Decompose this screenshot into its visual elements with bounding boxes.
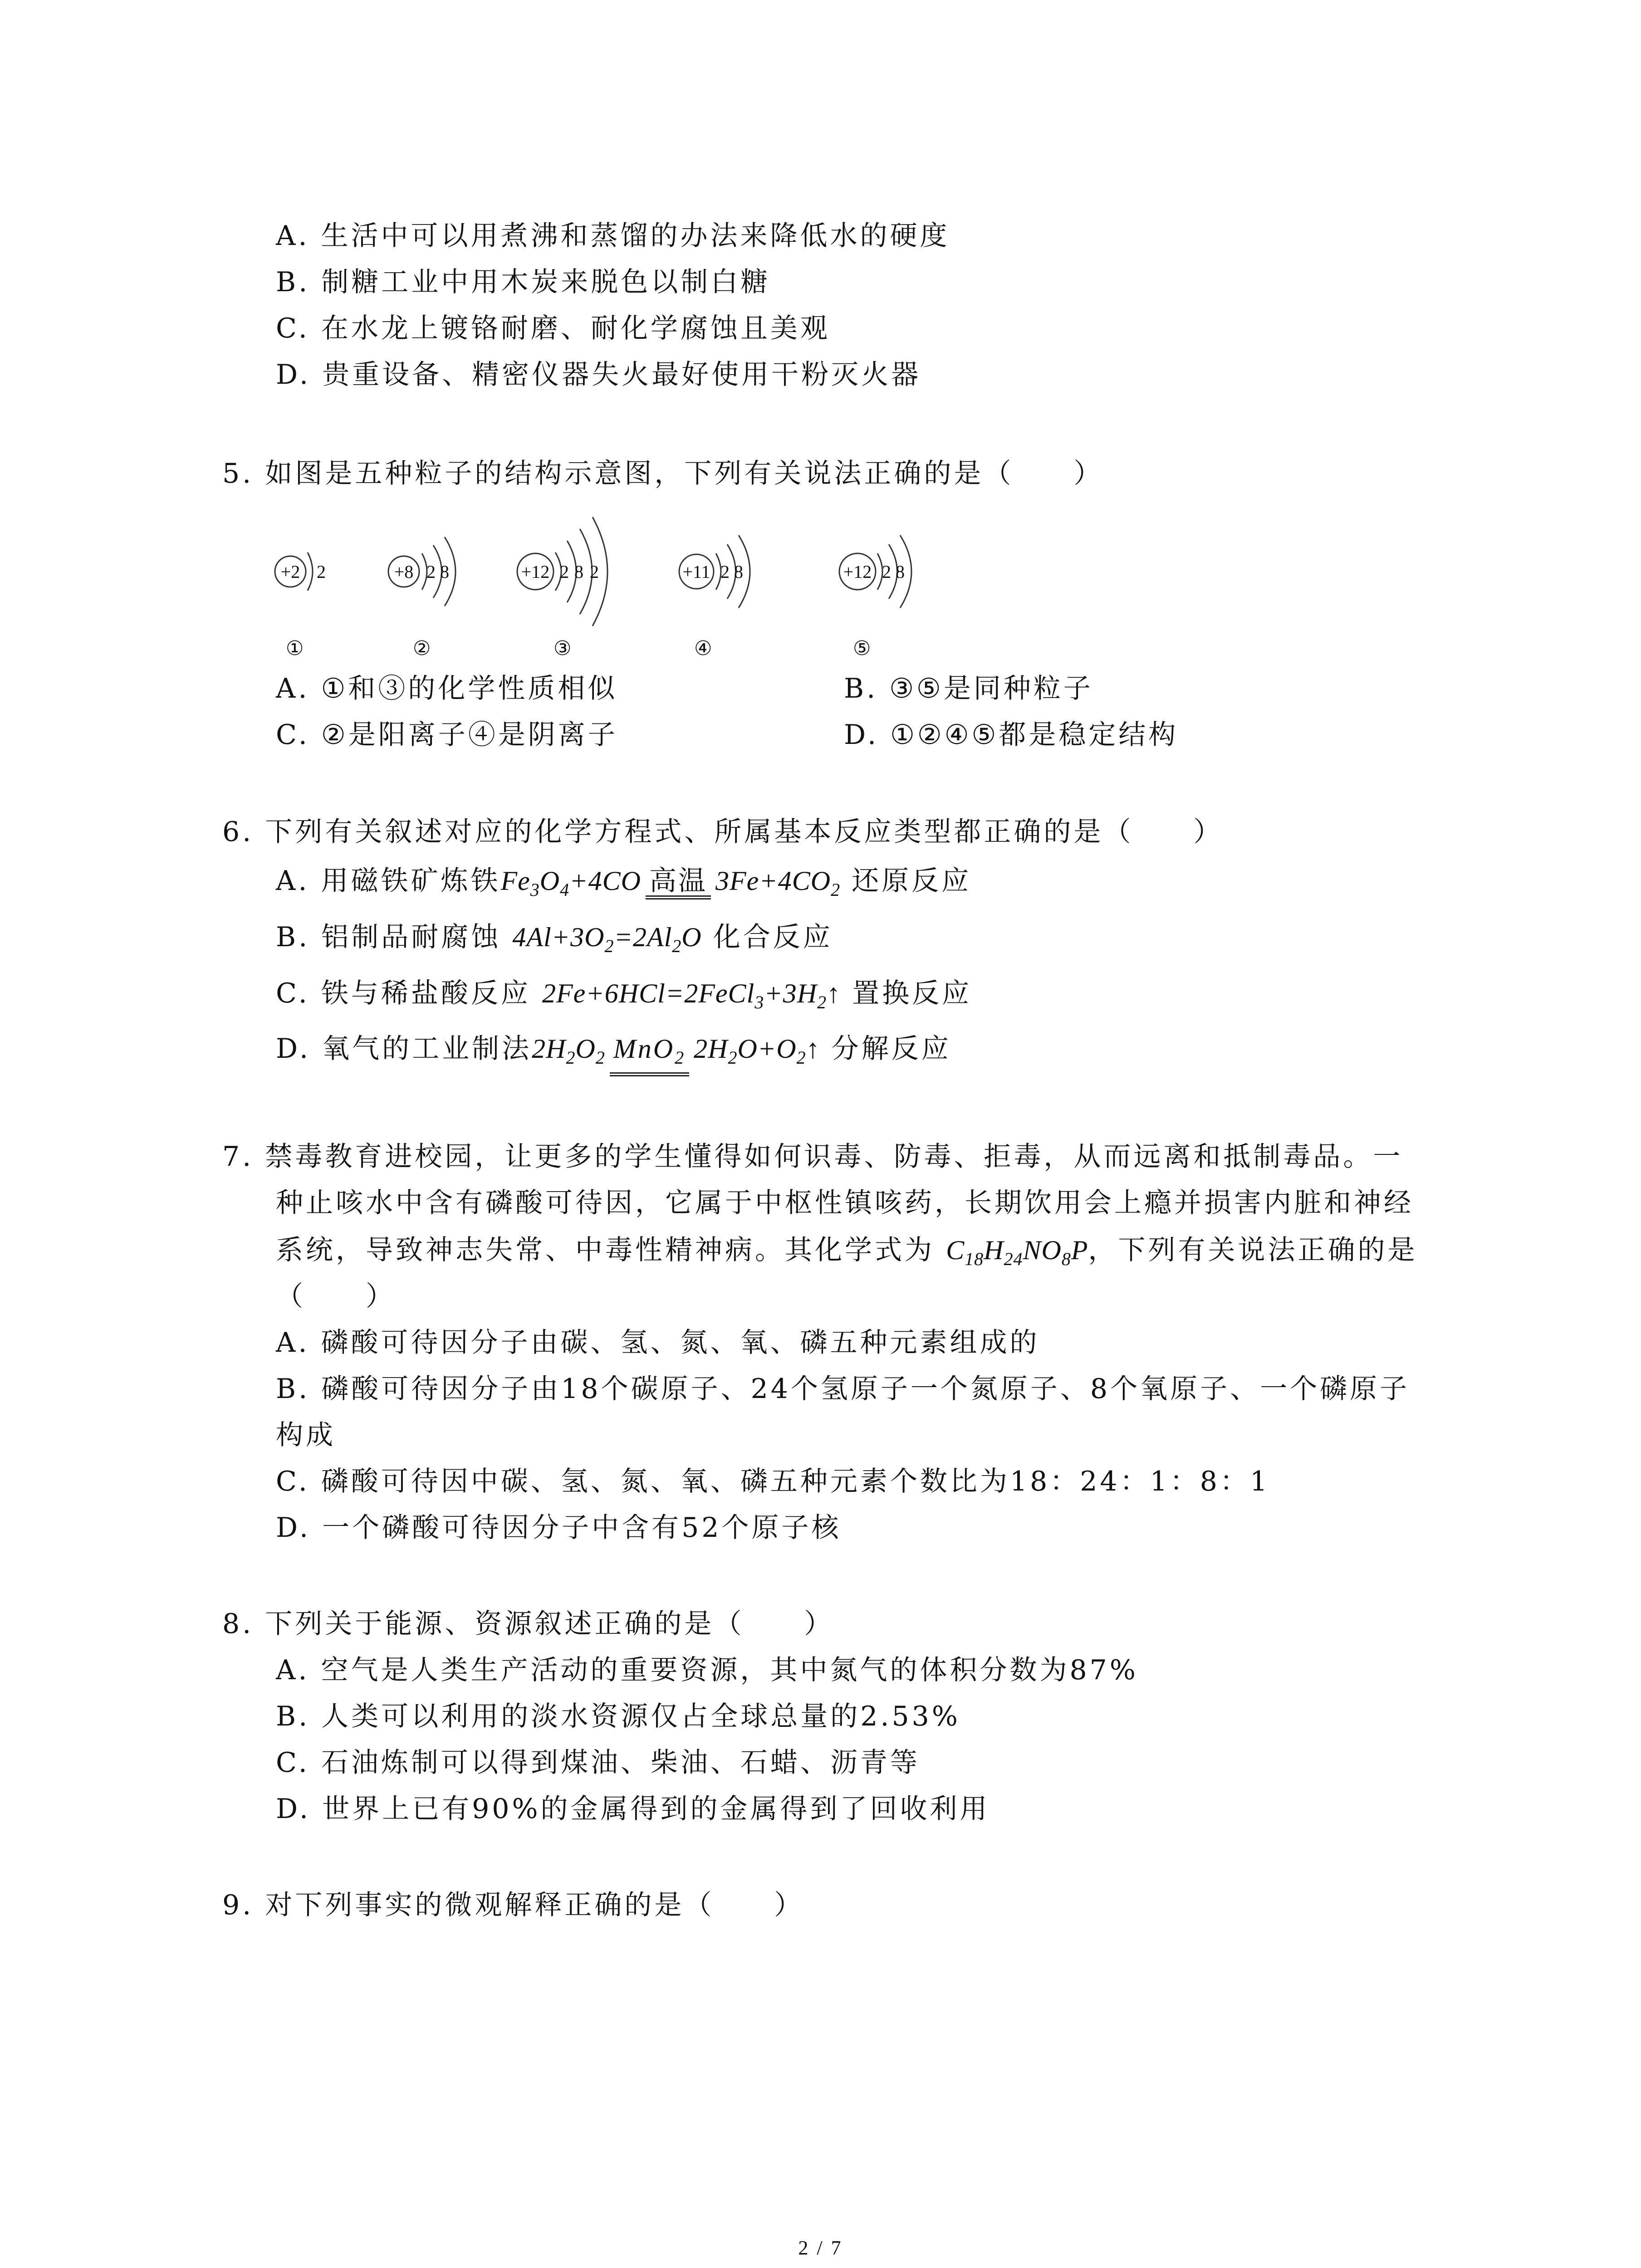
q4-option-a: A. 生活中可以用煮沸和蒸馏的办法来降低水的硬度: [276, 220, 950, 252]
q5-option-c: C. ②是阳离子④是阴离子: [276, 719, 618, 751]
atomic-structure-diagrams: [254, 490, 1025, 662]
q7-option-b-cont: 构成: [276, 1419, 336, 1451]
equation-d-condition: MnO$_2$: [610, 1034, 689, 1076]
q7-line-2: 种止咳水中含有磷酸可待因，它属于中枢性镇咳药，长期饮用会上瘾并损害内脏和神经: [276, 1187, 1414, 1219]
q7-line-3-post: ，下列有关说法正确的是: [1088, 1234, 1418, 1266]
equation-a-products: $3Fe+4CO_2$: [715, 866, 841, 900]
equation-b: $4Al+3O_2=2Al_2O$: [512, 922, 702, 956]
particle-label-5: ⑤: [853, 637, 871, 660]
equation-c: $2Fe+6HCl=2FeCl_3+3H_2↑$: [542, 978, 841, 1012]
page-number: 2 / 7: [798, 2237, 843, 2259]
q6-option-c-text: C. 铁与稀盐酸反应: [276, 978, 531, 1009]
equation-d-products: $2H_2O+O_2↑$: [694, 1034, 820, 1068]
nucleus-1-charge: +2: [280, 562, 300, 582]
shell-1-1: 2: [317, 562, 326, 582]
particle-label-3: ③: [554, 637, 572, 660]
q5-option-b: B. ③⑤是同种粒子: [844, 673, 1093, 704]
q8-stem: 8. 下列关于能源、资源叙述正确的是（ ）: [222, 1608, 834, 1640]
q6-option-a: [276, 863, 971, 908]
particle-label-1: ①: [286, 637, 304, 660]
q8-option-d: D. 世界上已有90%的金属得到的金属得到了回收利用: [276, 1793, 990, 1825]
q7-line-1: 7. 禁毒教育进校园，让更多的学生懂得如何识毒、防毒、拒毒，从而远离和抵制毒品。一: [222, 1141, 1403, 1173]
codeine-phosphate-formula: $C_{18}H_{24}NO_8P$: [946, 1235, 1088, 1269]
q6-option-a-type: 还原反应: [852, 865, 972, 897]
nucleus-5-charge: +12: [843, 562, 872, 582]
q6-option-b-text: B. 铝制品耐腐蚀: [276, 921, 501, 953]
particle-label-4: ④: [694, 637, 712, 660]
shell-3-3: 2: [590, 562, 599, 582]
particle-label-2: ②: [413, 637, 431, 660]
q8-option-a: A. 空气是人类生产活动的重要资源，其中氮气的体积分数为87%: [276, 1654, 1138, 1686]
q4-option-b: B. 制糖工业中用木炭来脱色以制白糖: [276, 266, 771, 298]
q9-stem: 9. 对下列事实的微观解释正确的是（ ）: [222, 1889, 804, 1921]
q6-option-d-text: D. 氧气的工业制法: [276, 1033, 532, 1065]
shell-5-2: 8: [896, 562, 905, 582]
q4-option-d: D. 贵重设备、精密仪器失火最好使用干粉灭火器: [276, 359, 921, 391]
equation-d-reactants: $2H_2O_2$: [532, 1034, 605, 1068]
q6-option-c-type: 置换反应: [852, 978, 972, 1009]
q7-option-b: B. 磷酸可待因分子由18个碳原子、24个氢原子一个氮原子、8个氧原子、一个磷原子: [276, 1373, 1410, 1405]
q6-option-b-type: 化合反应: [713, 921, 833, 953]
nucleus-3-charge: +12: [521, 562, 550, 582]
q5-stem: 5. 如图是五种粒子的结构示意图，下列有关说法正确的是（ ）: [222, 458, 1104, 489]
shell-4-2: 8: [734, 562, 743, 582]
q6-option-a-text: A. 用磁铁矿炼铁: [276, 865, 501, 897]
shell-2-2: 8: [440, 562, 449, 582]
shell-5-1: 2: [882, 562, 891, 582]
q6-option-b: [276, 919, 833, 964]
q8-option-c: C. 石油炼制可以得到煤油、柴油、石蜡、沥青等: [276, 1747, 920, 1779]
q7-line-3: [276, 1232, 1417, 1277]
q5-option-d: D. ①②④⑤都是稳定结构: [844, 719, 1179, 751]
q5-option-a: A. ①和③的化学性质相似: [276, 673, 618, 704]
shell-3-1: 2: [560, 562, 569, 582]
q7-option-a: A. 磷酸可待因分子由碳、氢、氮、氧、磷五种元素组成的: [276, 1327, 1040, 1359]
q7-line-3-pre: 系统，导致神志失常、中毒性精神病。其化学式为: [276, 1234, 935, 1266]
equation-a-condition: 高温: [646, 866, 711, 899]
q6-option-d: [276, 1031, 951, 1076]
q7-option-d: D. 一个磷酸可待因分子中含有52个原子核: [276, 1512, 842, 1544]
q7-line-4: （ ）: [276, 1281, 396, 1312]
q7-option-c: C. 磷酸可待因中碳、氢、氮、氧、磷五种元素个数比为18：24：1：8：1: [276, 1466, 1270, 1497]
shell-2-1: 2: [426, 562, 436, 582]
q6-stem: 6. 下列有关叙述对应的化学方程式、所属基本反应类型都正确的是（ ）: [222, 816, 1224, 848]
nucleus-4-charge: +11: [682, 562, 710, 582]
q6-option-d-type: 分解反应: [831, 1033, 951, 1065]
q6-option-c: [276, 975, 972, 1021]
equation-a-reactants: $Fe_3O_4+4CO$: [500, 866, 641, 900]
q8-option-b: B. 人类可以利用的淡水资源仅占全球总量的2.53%: [276, 1701, 960, 1732]
shell-3-2: 8: [574, 562, 583, 582]
shell-4-1: 2: [720, 562, 730, 582]
nucleus-2-charge: +8: [394, 562, 414, 582]
q4-option-c: C. 在水龙上镀铬耐磨、耐化学腐蚀且美观: [276, 313, 830, 344]
